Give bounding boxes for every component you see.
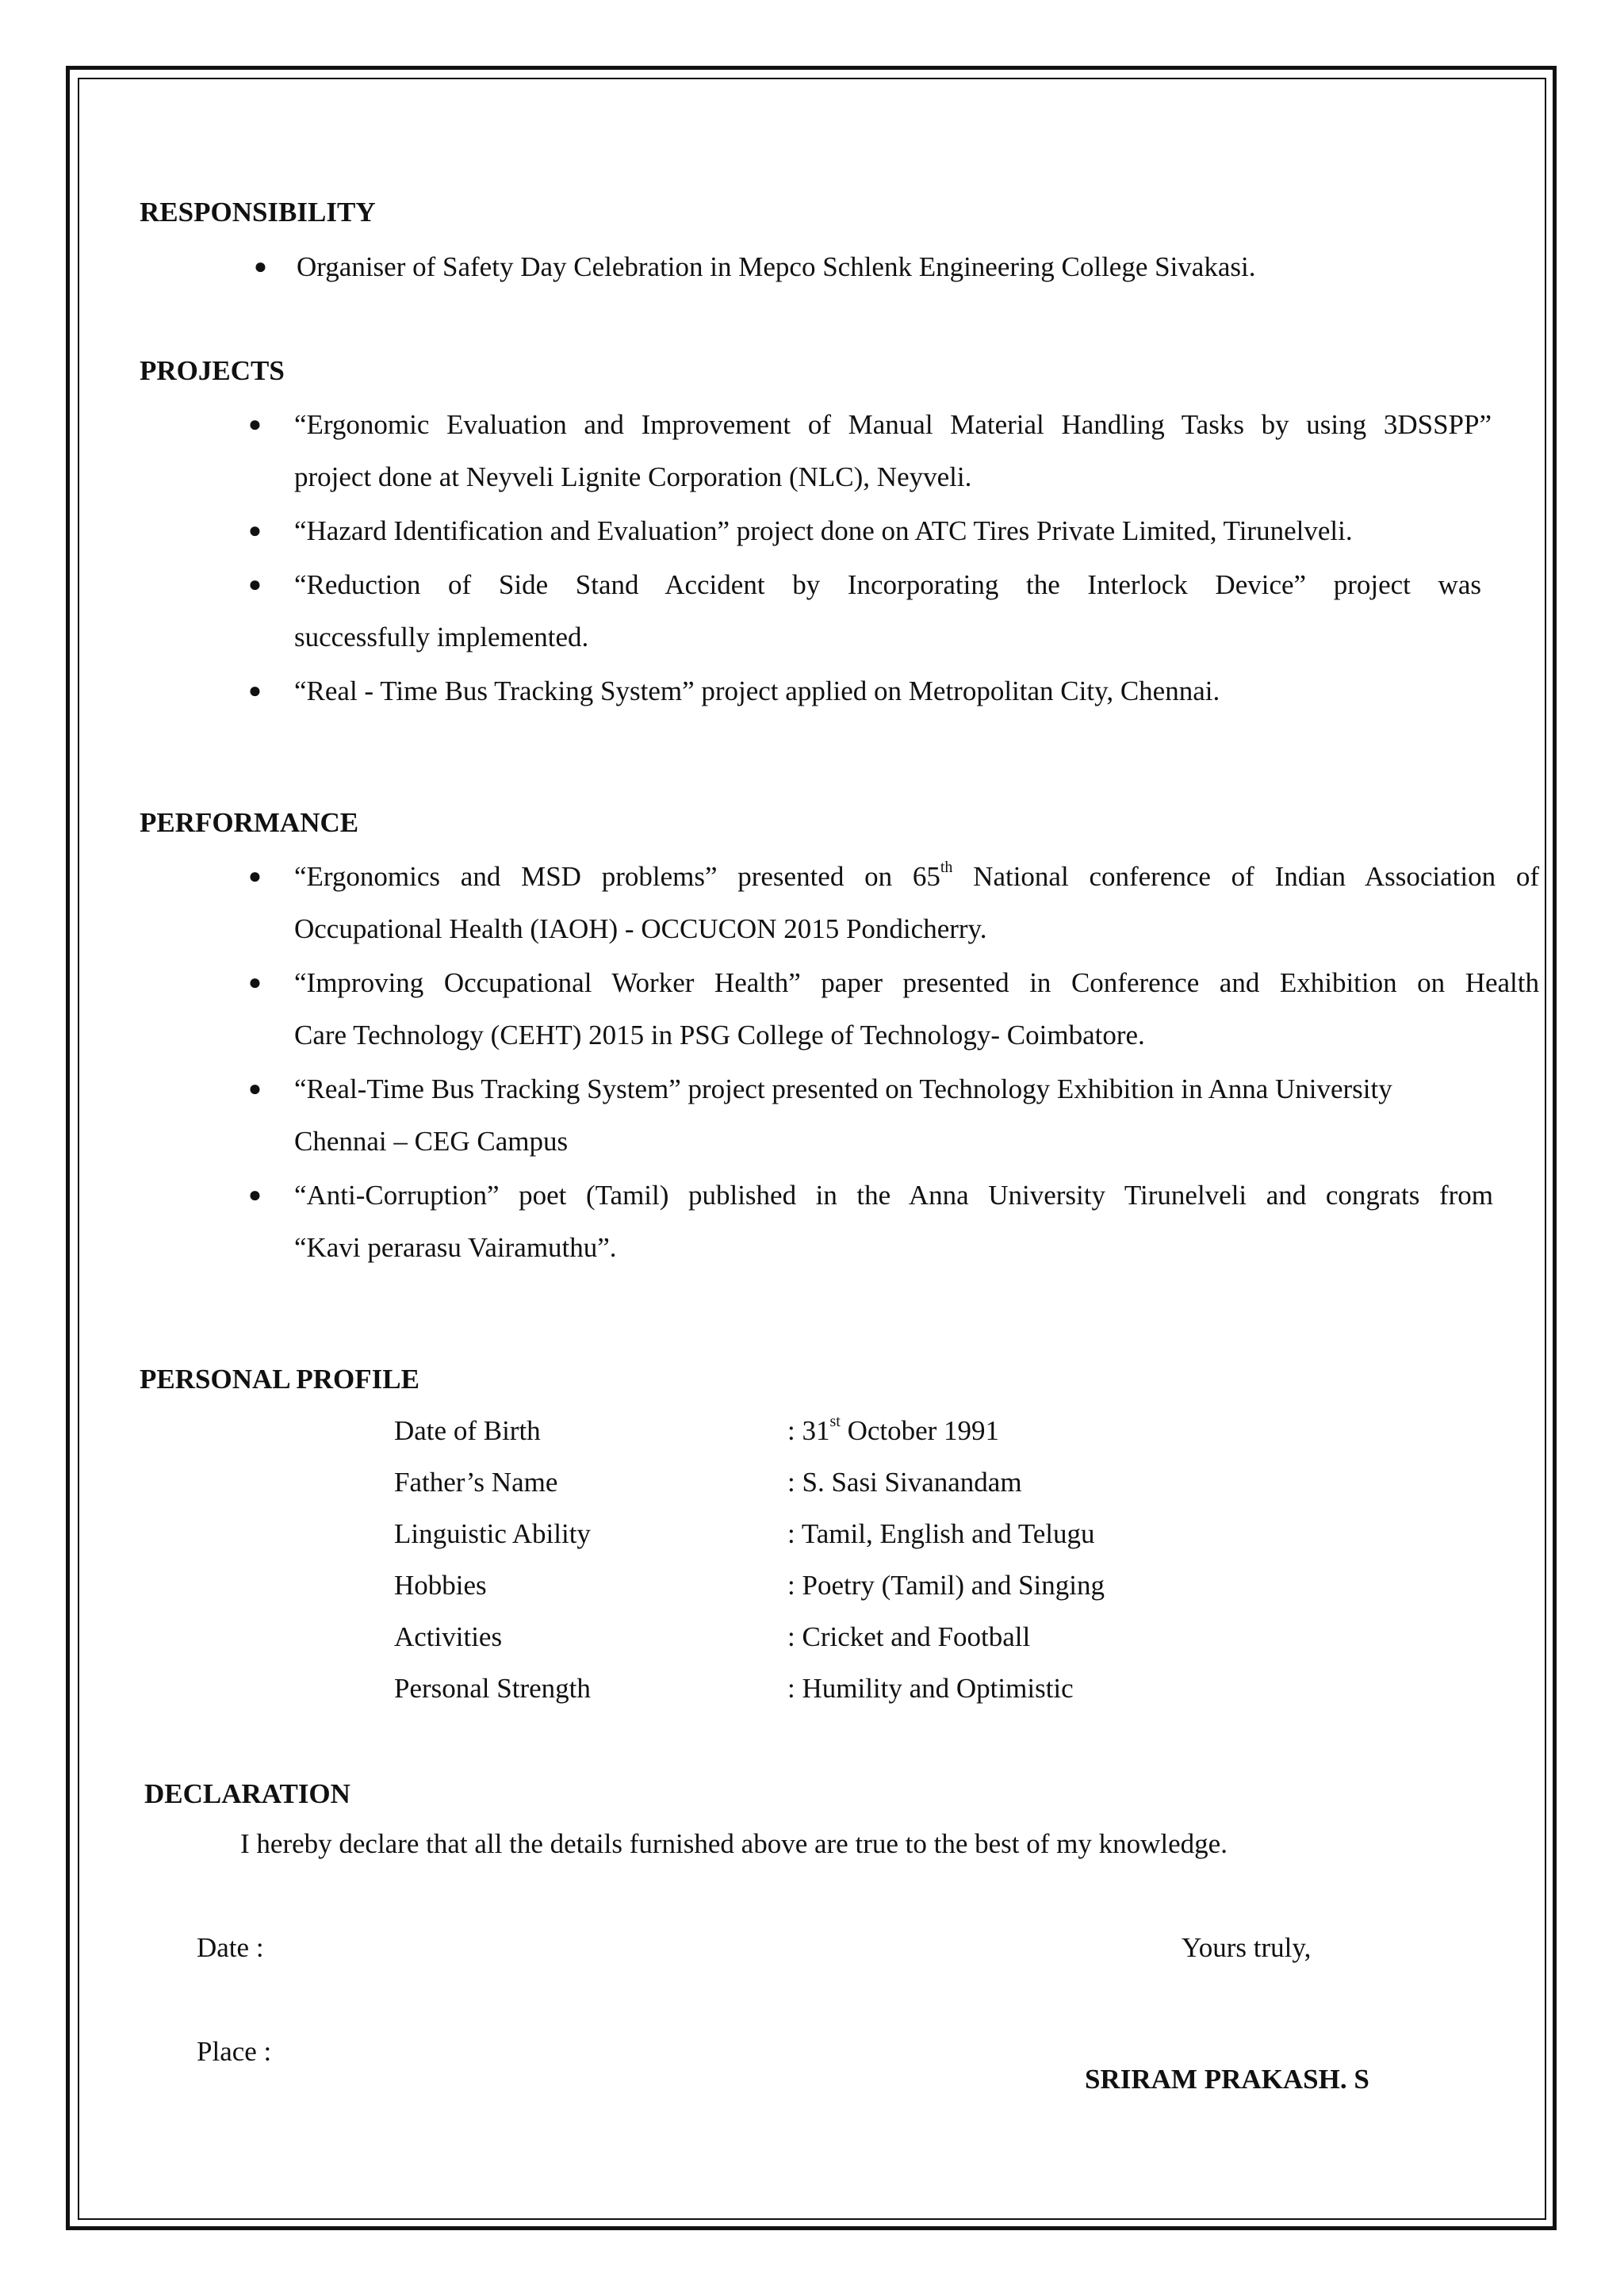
project-item-3-line-2: successfully implemented. bbox=[294, 622, 589, 652]
bullet-icon: ● bbox=[248, 679, 262, 703]
bullet-icon: ● bbox=[248, 864, 262, 889]
bullet-icon: ● bbox=[248, 1183, 262, 1207]
project-item-3-line-1: “Reduction of Side Stand Accident by Incorporating the Interlock Device” project was bbox=[294, 569, 1481, 600]
bullet-icon: ● bbox=[248, 519, 262, 543]
profile-value-linguistic-ability: : Tamil, English and Telugu bbox=[787, 1518, 1095, 1549]
performance-item-3-line-1: “Real-Time Bus Tracking System” project presented on Technology Exhibition in Anna University bbox=[294, 1073, 1392, 1104]
project-item-1-line-1: “Ergonomic Evaluation and Improvement of Manual Material Handling Tasks by using 3DSSPP” bbox=[294, 409, 1492, 440]
bullet-icon: ● bbox=[248, 572, 262, 597]
bullet-icon: ● bbox=[248, 1077, 262, 1101]
profile-label-fathers-name: Father’s Name bbox=[394, 1467, 558, 1498]
profile-label-date-of-birth: Date of Birth bbox=[394, 1415, 541, 1446]
performance-item-4-line-1: “Anti-Corruption” poet (Tamil) published in the Anna University Tirunelveli and congrats from bbox=[294, 1180, 1493, 1211]
performance-item-1-line-2: Occupational Health (IAOH) - OCCUCON 2015 Pondicherry. bbox=[294, 913, 987, 944]
performance-item-4-line-2: “Kavi perarasu Vairamuthu”. bbox=[294, 1232, 617, 1263]
date-label: Date : bbox=[197, 1932, 264, 1963]
performance-item-2-line-2: Care Technology (CEHT) 2015 in PSG College of Technology- Coimbatore. bbox=[294, 1020, 1145, 1050]
profile-label-hobbies: Hobbies bbox=[394, 1570, 487, 1601]
profile-value-personal-strength: : Humility and Optimistic bbox=[787, 1673, 1074, 1704]
profile-value-fathers-name: : S. Sasi Sivanandam bbox=[787, 1467, 1022, 1498]
closing-text: Yours truly, bbox=[1182, 1932, 1312, 1963]
performance-heading: PERFORMANCE bbox=[140, 807, 359, 838]
profile-value-activities: : Cricket and Football bbox=[787, 1621, 1031, 1652]
profile-label-linguistic-ability: Linguistic Ability bbox=[394, 1518, 591, 1549]
performance-item-1-line-1: “Ergonomics and MSD problems” presented on 65th National conference of Indian Association of bbox=[294, 859, 1539, 892]
declaration-heading: DECLARATION bbox=[144, 1778, 350, 1809]
bullet-icon: ● bbox=[254, 254, 267, 279]
declaration-text: I hereby declare that all the details furnished above are true to the best of my knowledge. bbox=[240, 1828, 1228, 1859]
responsibility-item: Organiser of Safety Day Celebration in Mepco Schlenk Engineering College Sivakasi. bbox=[297, 251, 1256, 282]
project-item-4: “Real - Time Bus Tracking System” project applied on Metropolitan City, Chennai. bbox=[294, 675, 1220, 706]
profile-label-personal-strength: Personal Strength bbox=[394, 1673, 591, 1704]
performance-item-3-line-2: Chennai – CEG Campus bbox=[294, 1126, 569, 1157]
place-label: Place : bbox=[197, 2036, 272, 2067]
responsibility-heading: RESPONSIBILITY bbox=[140, 197, 376, 228]
project-item-1-line-2: project done at Neyveli Lignite Corporation (NLC), Neyveli. bbox=[294, 461, 972, 492]
bullet-icon: ● bbox=[248, 970, 262, 995]
profile-label-activities: Activities bbox=[394, 1621, 503, 1652]
performance-item-2-line-1: “Improving Occupational Worker Health” paper presented in Conference and Exhibition on Health bbox=[294, 967, 1539, 998]
profile-value-hobbies: : Poetry (Tamil) and Singing bbox=[787, 1570, 1105, 1601]
profile-value-date-of-birth: : 31st October 1991 bbox=[787, 1413, 1000, 1446]
bullet-icon: ● bbox=[248, 412, 262, 437]
project-item-2: “Hazard Identification and Evaluation” project done on ATC Tires Private Limited, Tirunelveli. bbox=[294, 515, 1353, 546]
signatory-name: SRIRAM PRAKASH. S bbox=[1085, 2064, 1369, 2095]
personal-profile-heading: PERSONAL PROFILE bbox=[140, 1364, 419, 1395]
projects-heading: PROJECTS bbox=[140, 355, 285, 386]
